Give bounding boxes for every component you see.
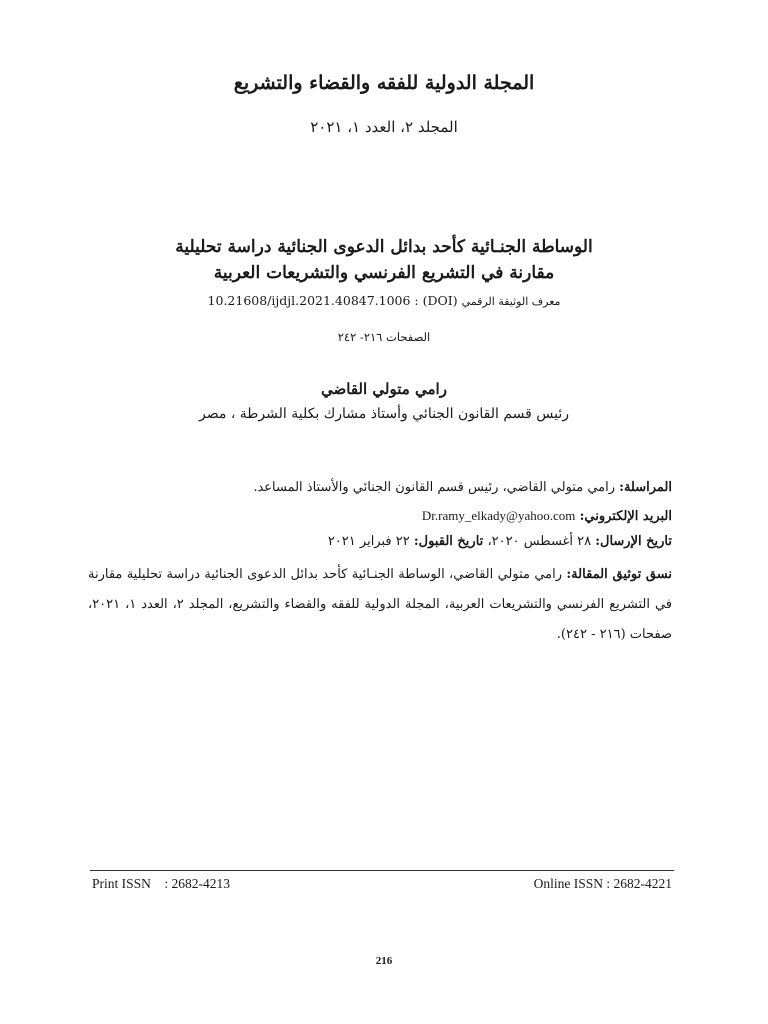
article-title-line-1: الوساطة الجنـائية كأحد بدائل الدعوى الجنائية دراسة تحليلية: [175, 237, 593, 257]
correspondence: [88, 480, 672, 495]
correspondence-value: رامي متولي القاضي، رئيس قسم القانون الجنائي والأستاذ المساعد.: [253, 480, 616, 495]
citation-label: نسق توثيق المقالة:: [566, 567, 672, 582]
journal-issue: المجلد ٢، العدد ١، ٢٠٢١: [310, 118, 458, 136]
accepted-date-label: تاريخ القبول:: [413, 534, 484, 549]
article-title: [90, 234, 678, 286]
page-number: 216: [375, 955, 393, 967]
accepted-date-value: ٢٢ فبراير ٢٠٢١: [327, 534, 410, 549]
doi-value: 10.21608/ijdjl.2021.40847.1006 : (DOI): [207, 293, 458, 308]
sent-date-label: تاريخ الإرسال:: [595, 534, 672, 549]
author-affiliation: رئيس قسم القانون الجنائي وأستاذ مشارك بكلية الشرطة ، مصر: [199, 406, 569, 422]
online-issn: Online ISSN : 2682-4221: [533, 876, 672, 891]
doi-label: معرف الوثيقة الرقمي: [461, 295, 561, 308]
doi-line: [90, 293, 678, 308]
sent-date-value: ٢٨ أغسطس ٢٠٢٠،: [487, 534, 592, 549]
citation-value: رامي متولي القاضي، الوساطة الجنـائية كأحد بدائل الدعوى الجنائية دراسة تحليلية مقارنة في التشريع الفرنسي والتشريعات العربية، المجلة الدولية للفقه والقضاء والتشريع، المجلد ٢، العدد ١، ٢٠٢١، صفحات (٢١٦ - ٢٤٢).: [88, 567, 672, 642]
submission-dates: [88, 534, 672, 549]
author-name: رامي متولي القاضي: [321, 380, 447, 398]
email: [88, 508, 672, 524]
correspondence-label: المراسلة:: [619, 480, 672, 495]
email-link[interactable]: Dr.ramy_elkady@yahoo.com: [421, 508, 576, 523]
citation: [88, 560, 672, 650]
article-title-line-2: مقارنة في التشريع الفرنسي والتشريعات العربية: [213, 263, 555, 283]
print-issn: Print ISSN : 2682-4213: [92, 876, 231, 891]
email-label: البريد الإلكتروني:: [579, 509, 672, 524]
journal-title: المجلة الدولية للفقه والقضاء والتشريع: [233, 72, 535, 94]
footer-divider: [90, 870, 674, 871]
page-range: الصفحات ٢١٦- ٢٤٢: [337, 330, 431, 344]
